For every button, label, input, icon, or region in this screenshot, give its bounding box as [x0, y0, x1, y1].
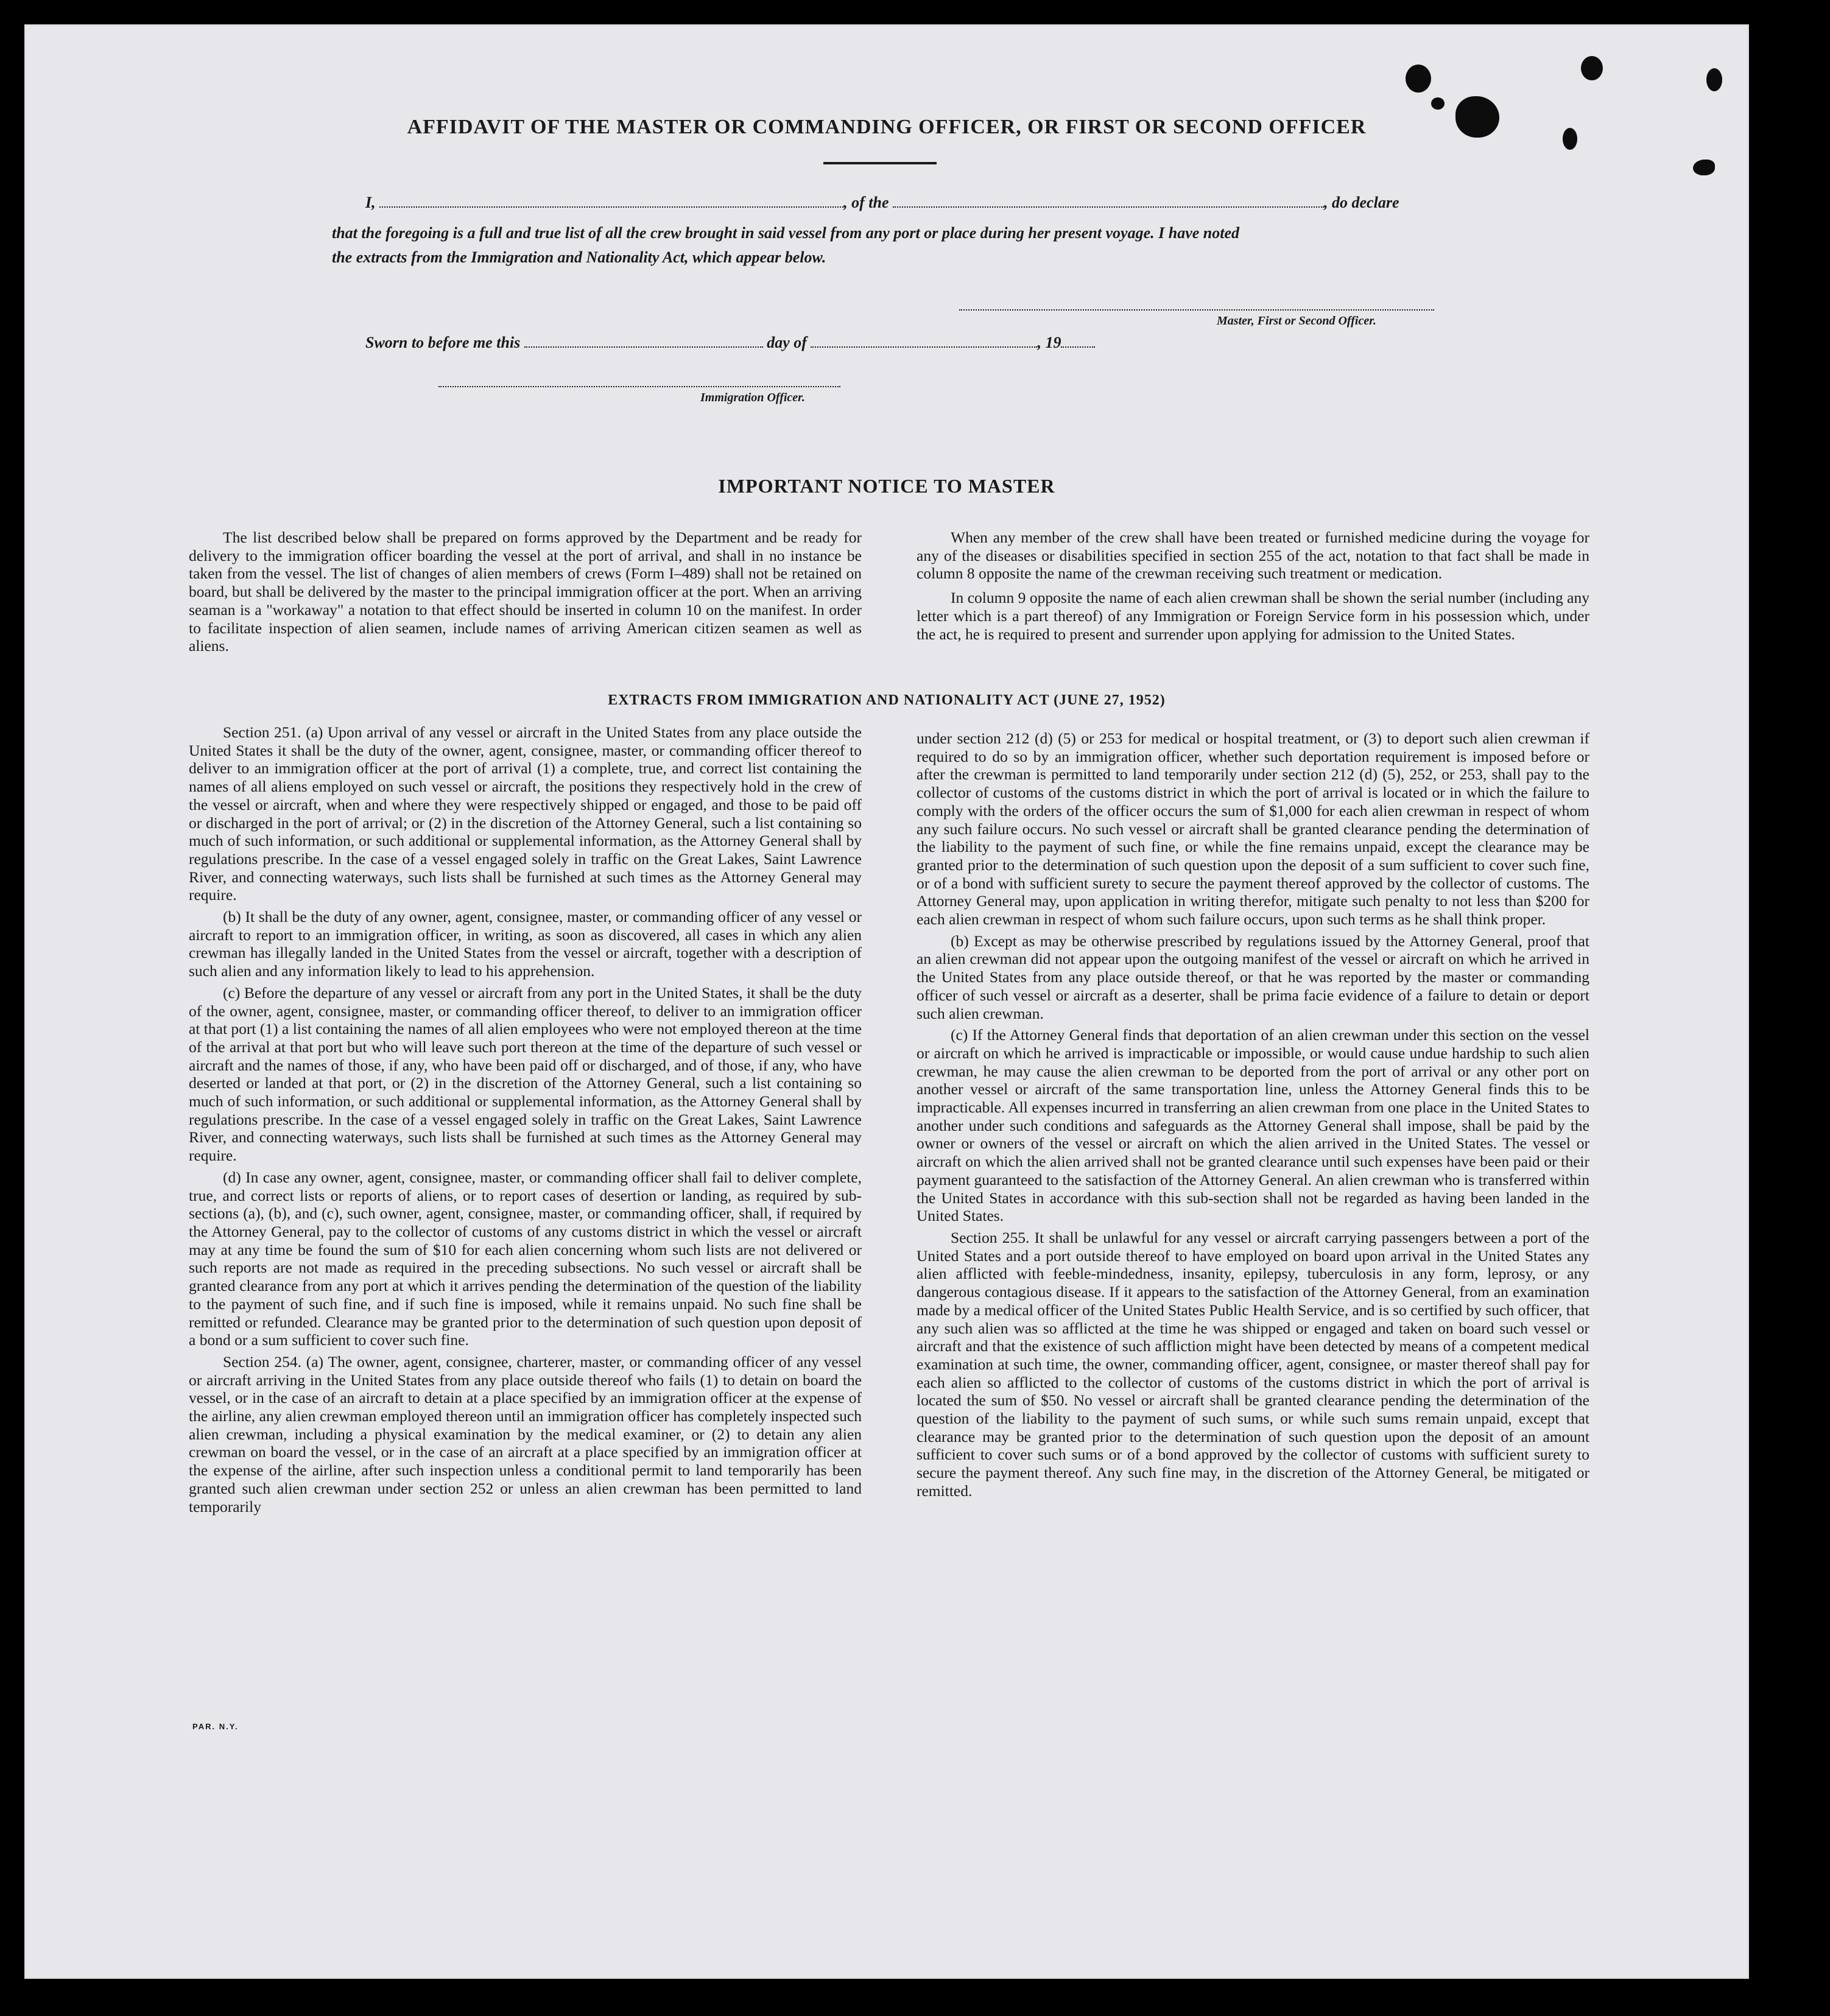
section-251-a: Section 251. (a) Upon arrival of any vessel or aircraft in the United States from any place outside the United States it shall be the duty of the owner, agent, consignee, master, or commanding officer thereof to deliver to an immigration officer at the port of arrival (1) a complete, true, and correct list containing the names of all aliens employed on such vessel or aircraft, the positions they respectively hold in the crew of the vessel or aircraft, when and where they were respectively shipped or engaged, and those to be paid off or discharged in the port of arrival; or (2) in the discretion of the Attorney General, such a list containing so much of such information, or such additional or supplemental information, as the Attorney General shall by regulations prescribe. In the case of a vessel engaged solely in traffic on the Great Lakes, Saint Lawrence River, and connecting waterways, such lists shall be furnished at such times as the Attorney General may require.: [189, 723, 862, 904]
notice-right-column: [917, 529, 1589, 647]
notice-paragraph: In column 9 opposite the name of each alien crewman shall be shown the serial number (including any letter which is a part thereof) of any Immigration or Foreign Service form in his possession which, under the act, he is required to present and surrender upon applying for admission to the United States.: [917, 589, 1589, 643]
printer-mark: PAR. N.Y.: [192, 1722, 239, 1731]
notice-paragraph: The list described below shall be prepared on forms approved by the Department and be ready for delivery to the immigration officer boarding the vessel at the port of arrival, and shall in no instance be taken from the vessel. The list of changes of alien members of crews (Form I–489) shall not be retained on board, but shall be delivered by the master to the principal immigration officer at the port. When an arriving seaman is a "workaway" a notation to that effect should be inserted in column 10 on the manifest. In order to facilitate inspection of alien seamen, include names of arriving American citizen seamen as well as aliens.: [189, 529, 862, 655]
declaration-line: [365, 194, 1399, 212]
master-signature-line[interactable]: [959, 309, 1434, 311]
section-254-c: (c) If the Attorney General finds that deportation of an alien crewman under this section on the vessel or aircraft on which he arrived is impracticable or impossible, or would cause undue hardship to such alien crewman, he may cause the alien crewman to be deported from the port of arrival or any other port on another vessel or aircraft of the same transportation line, unless the Attorney General finds this to be impracticable. All expenses incurred in transferring an alien crewman from one place in the United States to another under such conditions and safeguards as the Attorney General shall impose, shall be paid by the owner or owners of the vessel or aircraft on which the alien arrived in the United States. The vessel or aircraft on which the alien arrived shall not be granted clearance until such expenses have been paid or their payment guaranteed to the satisfaction of the Attorney General. An alien crewman who is transferred within the United States in accordance with this sub-section shall not be regarded as having been landed in the United States.: [917, 1026, 1589, 1225]
extracts-title: EXTRACTS FROM IMMIGRATION AND NATIONALITY ACT (JUNE 27, 1952): [608, 692, 1166, 708]
vessel-name-field[interactable]: [893, 200, 1324, 208]
ink-blot: [1581, 56, 1603, 80]
extracts-right-column: [917, 729, 1589, 1504]
section-254-a-continued: under section 212 (d) (5) or 253 for medical or hospital treatment, or (3) to deport such alien crewman if required to do so by an immigration officer, whether such deportation requirement is imposed before or after the crewman is permitted to land temporarily under section 212 (d) (5), 252, or 253, shall pay to the collector of customs of the customs district in which the port of arrival is located or in which the failure to comply with the orders of the officer occurs the sum of $1,000 for each alien crewman in respect of whom any such failure occurs. No such vessel or aircraft shall be granted clearance pending the determination of the liability to the payment of such fine, or while the fine remains unpaid, except the clearance may be granted prior to the determination of such question upon the deposit of a sum sufficient to cover such fine, or of a bond with sufficient surety to secure the payment thereof approved by the collector of customs. The Attorney General may, upon application in writing therefor, mitigate such penalty to not less than $200 for each alien crewman in respect of whom such failure occurs, upon such terms as he shall think proper.: [917, 729, 1589, 929]
declaration-suffix: , do declare: [1324, 194, 1399, 211]
sworn-year-prefix: , 19: [1037, 334, 1061, 351]
ink-blot: [1706, 68, 1722, 91]
section-254-b: (b) Except as may be otherwise prescribed by regulations issued by the Attorney General, proof that an alien crewman did not appear upon the outgoing manifest of the vessel or aircraft on which he arrived in the United States from any place outside thereof, or that he was reported by the master or commanding officer of such vessel or aircraft as a deserter, shall be prima facie evidence of a failure to detain or deport such alien crewman.: [917, 932, 1589, 1022]
sworn-day-field[interactable]: [524, 340, 763, 348]
ink-blot: [1406, 65, 1431, 93]
declarant-name-field[interactable]: [379, 200, 843, 208]
extracts-left-column: [189, 723, 862, 1519]
declaration-of-the: , of the: [843, 194, 889, 211]
notice-title: IMPORTANT NOTICE TO MASTER: [718, 475, 1055, 497]
section-251-c: (c) Before the departure of any vessel or aircraft from any port in the United States, it shall be the duty of the owner, agent, consignee, master, or commanding officer thereof, to deliver to an immigration officer at that port (1) a list containing the names of all alien employees who were not employed thereon at the time of the arrival at that port but who will leave such port thereon at the time of the departure of such vessel or aircraft and the names of those, if any, who have been paid off or discharged, and of those, if any, who have deserted or landed at that port, or (2) in the discretion of the Attorney General, such a list containing so much of such information, or such additional or supplemental information, as the Attorney General shall by regulations prescribe. In the case of a vessel engaged solely in traffic on the Great Lakes, Saint Lawrence River, and connecting waterways, such lists shall be furnished at such times as the Attorney General may require.: [189, 983, 862, 1165]
notice-left-column: [189, 529, 862, 659]
section-251-b: (b) It shall be the duty of any owner, agent, consignee, master, or commanding officer of any vessel or aircraft to report to an immigration officer, in writing, as soon as discovered, all cases in which any alien crewman has illegally landed in the United States from the vessel or aircraft, together with a description of such alien and any information likely to lead to his apprehension.: [189, 908, 862, 980]
ink-blot: [1431, 97, 1445, 110]
sworn-month-field[interactable]: [811, 340, 1037, 348]
title-divider: [823, 162, 937, 164]
sworn-year-field[interactable]: [1061, 340, 1095, 348]
section-251-d: (d) In case any owner, agent, consignee, master, or commanding officer shall fail to deliver complete, true, and correct lists or reports of aliens, or to report cases of desertion or landing, as required by sub-sections (a), (b), and (c), such owner, agent, consignee, master, or commanding officer, shall, if required by the Attorney General, pay to the collector of customs of any customs district in which the vessel or aircraft may at any time be found the sum of $10 for each alien concerning whom such lists are not delivered or such reports are not made as required in the preceding subsections. No such vessel or aircraft shall be granted clearance from any port at which it arrives pending the determination of the question of the liability to the payment of such fine, and if such fine is imposed, while it remains unpaid. No such fine shall be remitted or refunded. Clearance may be granted prior to the determination of such question upon deposit of a bond or a sum sufficient to cover such fine.: [189, 1168, 862, 1349]
sworn-line: [365, 334, 1095, 352]
document-page: [24, 24, 1749, 1979]
section-254-a: Section 254. (a) The owner, agent, consignee, charterer, master, or commanding officer of any vessel or aircraft arriving in the United States from any place outside thereof who fails (1) to detain on board the vessel, or in the case of an aircraft to detain at a place specified by an immigration officer at the expense of the airline, any alien crewman employed thereon until an immigration officer has completely inspected such alien crewman, including a physical examination by the medical examiner, or (2) to detain any alien crewman on board the vessel, or in the case of an aircraft at a place specified by an immigration officer at the expense of the airline, after such inspection unless a conditional permit to land temporarily has been granted such alien crewman under section 252 or unless an alien crewman has been permitted to land temporarily: [189, 1352, 862, 1516]
declaration-text-3: the extracts from the Immigration and Nationality Act, which appear below.: [332, 248, 826, 266]
affidavit-title: AFFIDAVIT OF THE MASTER OR COMMANDING OFFICER, OR FIRST OR SECOND OFFICER: [407, 116, 1367, 138]
notice-paragraph: When any member of the crew shall have been treated or furnished medicine during the voyage for any of the diseases or disabilities specified in section 255 of the act, notation to that fact shall be made in column 8 opposite the name of the crewman receiving such treatment or medication.: [917, 529, 1589, 583]
immigration-officer-caption: Immigration Officer.: [700, 391, 805, 404]
section-255: Section 255. It shall be unlawful for any vessel or aircraft carrying passengers between a port of the United States and a port outside thereof to have employed on board upon arrival in the United States any alien afflicted with feeble-mindedness, insanity, epilepsy, tuberculosis in any form, leprosy, or any dangerous contagious disease. If it appears to the satisfaction of the Attorney General, from an examination made by a medical officer of the United States Public Health Service, and is so certified by such officer, that any such alien was so afflicted at the time he was shipped or engaged and taken on board such vessel or aircraft and that the existence of such affliction might have been detected by means of a competent medical examination at such time, the owner, commanding officer, agent, consignee, or master thereof shall pay for each alien so afflicted to the collector of customs of the customs district in which the port of arrival is located the sum of $50. No vessel or aircraft shall be granted clearance pending the determination of the question of the liability to the payment of such sums, or while such sums remain unpaid, except that clearance may be granted prior to the determination of such question upon the deposit of an amount sufficient to cover such sums or of a bond approved by the collector of customs with sufficient surety to secure the payment thereof. Any such fine may, in the discretion of the Attorney General, be mitigated or remitted.: [917, 1228, 1589, 1500]
declarant-prefix: I,: [365, 194, 376, 211]
immigration-officer-signature-line[interactable]: [438, 386, 840, 387]
declaration-text-2: that the foregoing is a full and true list of all the crew brought in said vessel from any port or place during her present voyage. I have noted: [332, 224, 1240, 242]
sworn-day-of: day of: [767, 334, 807, 351]
master-signature-caption: Master, First or Second Officer.: [1217, 314, 1376, 328]
ink-blot: [1693, 160, 1715, 175]
sworn-prefix: Sworn to before me this: [365, 334, 521, 351]
